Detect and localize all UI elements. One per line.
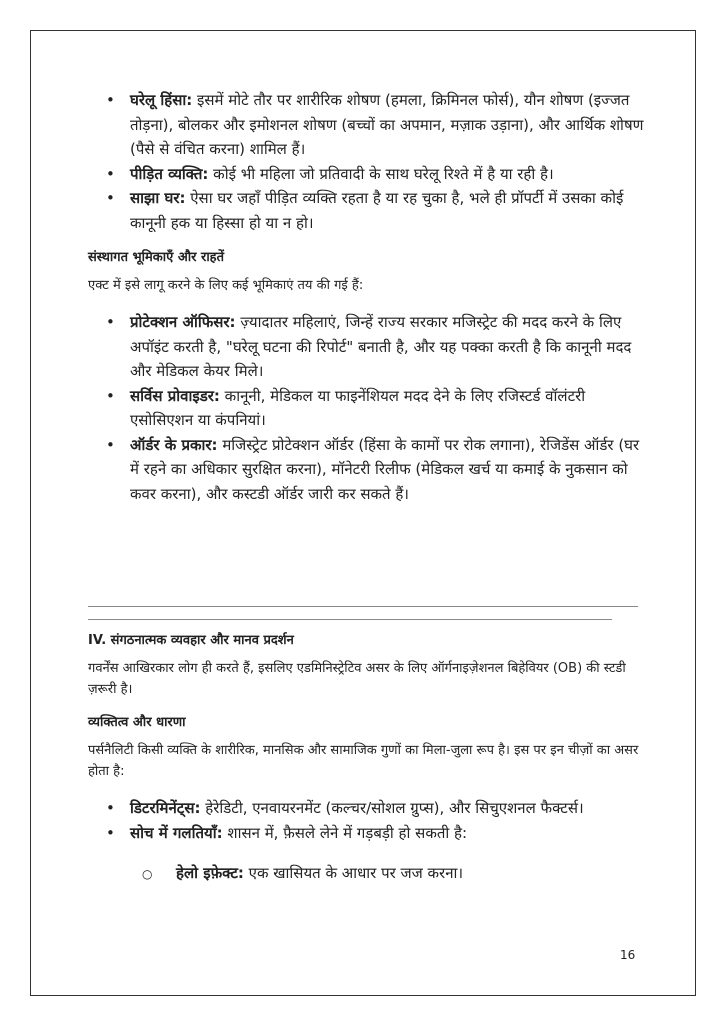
section-iv (88, 632, 644, 885)
page-content (88, 88, 644, 506)
subsection-heading: व्यक्तित्व और धारणा (88, 715, 186, 730)
item-text: हेरेडिटी, एनवायरनमेंट (कल्चर/सोशल ग्रुप्स), और सिचुएशनल फैक्टर्स। (200, 799, 584, 817)
section-intro: गवर्नेंस आखिरकार लोग ही करते हैं, इसलिए एडमिनिस्ट्रेटिव असर के लिए ऑर्गनाइज़ेशनल बिहेवियर (OB) की स्टडी ज़रूरी है। (88, 661, 626, 697)
bullet-icon: • (106, 386, 115, 405)
list-item (88, 162, 644, 187)
term: प्रोटेक्शन ऑफिसर: (130, 313, 236, 331)
section-heading: IV. संगठनात्मक व्यवहार और मानव प्रदर्शन (88, 633, 294, 648)
list-item (88, 310, 644, 384)
item-text: एक खासियत के आधार पर जज करना। (243, 864, 464, 882)
bullet-icon: • (106, 164, 115, 183)
list-item (88, 384, 644, 433)
divider (88, 606, 638, 607)
item-text: कानूनी, मेडिकल या फाइनेंशियल मदद देने के लिए रजिस्टर्ड वॉलंटरी एसोसिएशन या कंपनियां। (130, 386, 586, 429)
section-intro: एक्ट में इसे लागू करने के लिए कई भूमिकाएं तय की गई हैं: (88, 278, 364, 293)
bullet-icon: • (106, 91, 115, 109)
divider (88, 619, 612, 620)
term: सोच में गलतियाँ: (130, 823, 223, 842)
list-item (88, 796, 644, 821)
item-text: शासन में, फ़ैसले लेने में गड़बड़ी हो सकती है: (222, 823, 468, 842)
item-text: मजिस्ट्रेट प्रोटेक्शन ऑर्डर (हिंसा के कामों पर रोक लगाना), रेजिडेंस ऑर्डर (घर में रहने का अधिकार सुरक्षित करना), मॉनेटरी रिलीफ (मेडिकल खर्च या कमाई के नुकसान को कवर करना), और कस्टडी ऑर्डर जारी कर सकते हैं। (130, 435, 640, 503)
list-item (88, 186, 644, 235)
item-text: ऐसा घर जहाँ पीड़ित व्यक्ति रहता है या रह चुका है, भले ही प्रॉपर्टी में उसका कोई कानूनी हक या हिस्सा हो या न हो। (130, 189, 624, 232)
subsection-paragraph: पर्सनैलिटी किसी व्यक्ति के शारीरिक, मानसिक और सामाजिक गुणों का मिला-जुला रूप है। इस पर इन चीज़ों का असर होता है: (88, 743, 639, 779)
item-text: इसमें मोटे तौर पर शारीरिक शोषण (हमला, क्रिमिनल फोर्स), यौन शोषण (इज्जत तोड़ना), बोलकर और इमोशनल शोषण (बच्चों का अपमान, मज़ाक उड़ाना), और आर्थिक शोषण (पैसे से वंचित करना) शामिल हैं। (130, 91, 644, 158)
sub-list-item (88, 861, 644, 885)
bullet-icon: • (106, 189, 115, 207)
roles-list (88, 310, 644, 506)
definitions-list (88, 88, 644, 235)
list-item (88, 433, 644, 507)
term: घरेलू हिंसा: (130, 91, 193, 109)
item-text: कोई भी महिला जो प्रतिवादी के साथ घरेलू रिश्ते में है या रही है। (208, 164, 554, 183)
term: ऑर्डर के प्रकार: (130, 435, 218, 454)
bullet-icon: • (106, 435, 115, 454)
term: साझा घर: (130, 189, 186, 207)
term: सर्विस प्रोवाइडर: (130, 386, 220, 405)
item-text: ज़्यादातर महिलाएं, जिन्हें राज्य सरकार मजिस्ट्रेट की मदद करने के लिए अपॉइंट करती है, "घरेलू घटना की रिपोर्ट" बनाती है, और यह पक्का करती है कि कानूनी मदद और मेडिकल केयर मिले। (130, 313, 632, 380)
list-item (88, 821, 644, 846)
term: पीड़ित व्यक्ति: (130, 164, 209, 183)
page-number: 16 (620, 948, 636, 962)
bullet-icon: • (106, 799, 115, 817)
bullet-icon: • (106, 313, 115, 331)
term: डिटरमिनेंट्स: (130, 799, 201, 817)
bullet-icon: • (106, 823, 115, 842)
section-heading: संस्थागत भूमिकाएँ और राहतें (88, 250, 224, 265)
list-item (88, 88, 644, 162)
term: हेलो इफ़ेक्ट: (176, 864, 244, 882)
circle-bullet-icon: ○ (142, 867, 153, 881)
errors-sublist (88, 861, 644, 885)
personality-list (88, 796, 644, 845)
